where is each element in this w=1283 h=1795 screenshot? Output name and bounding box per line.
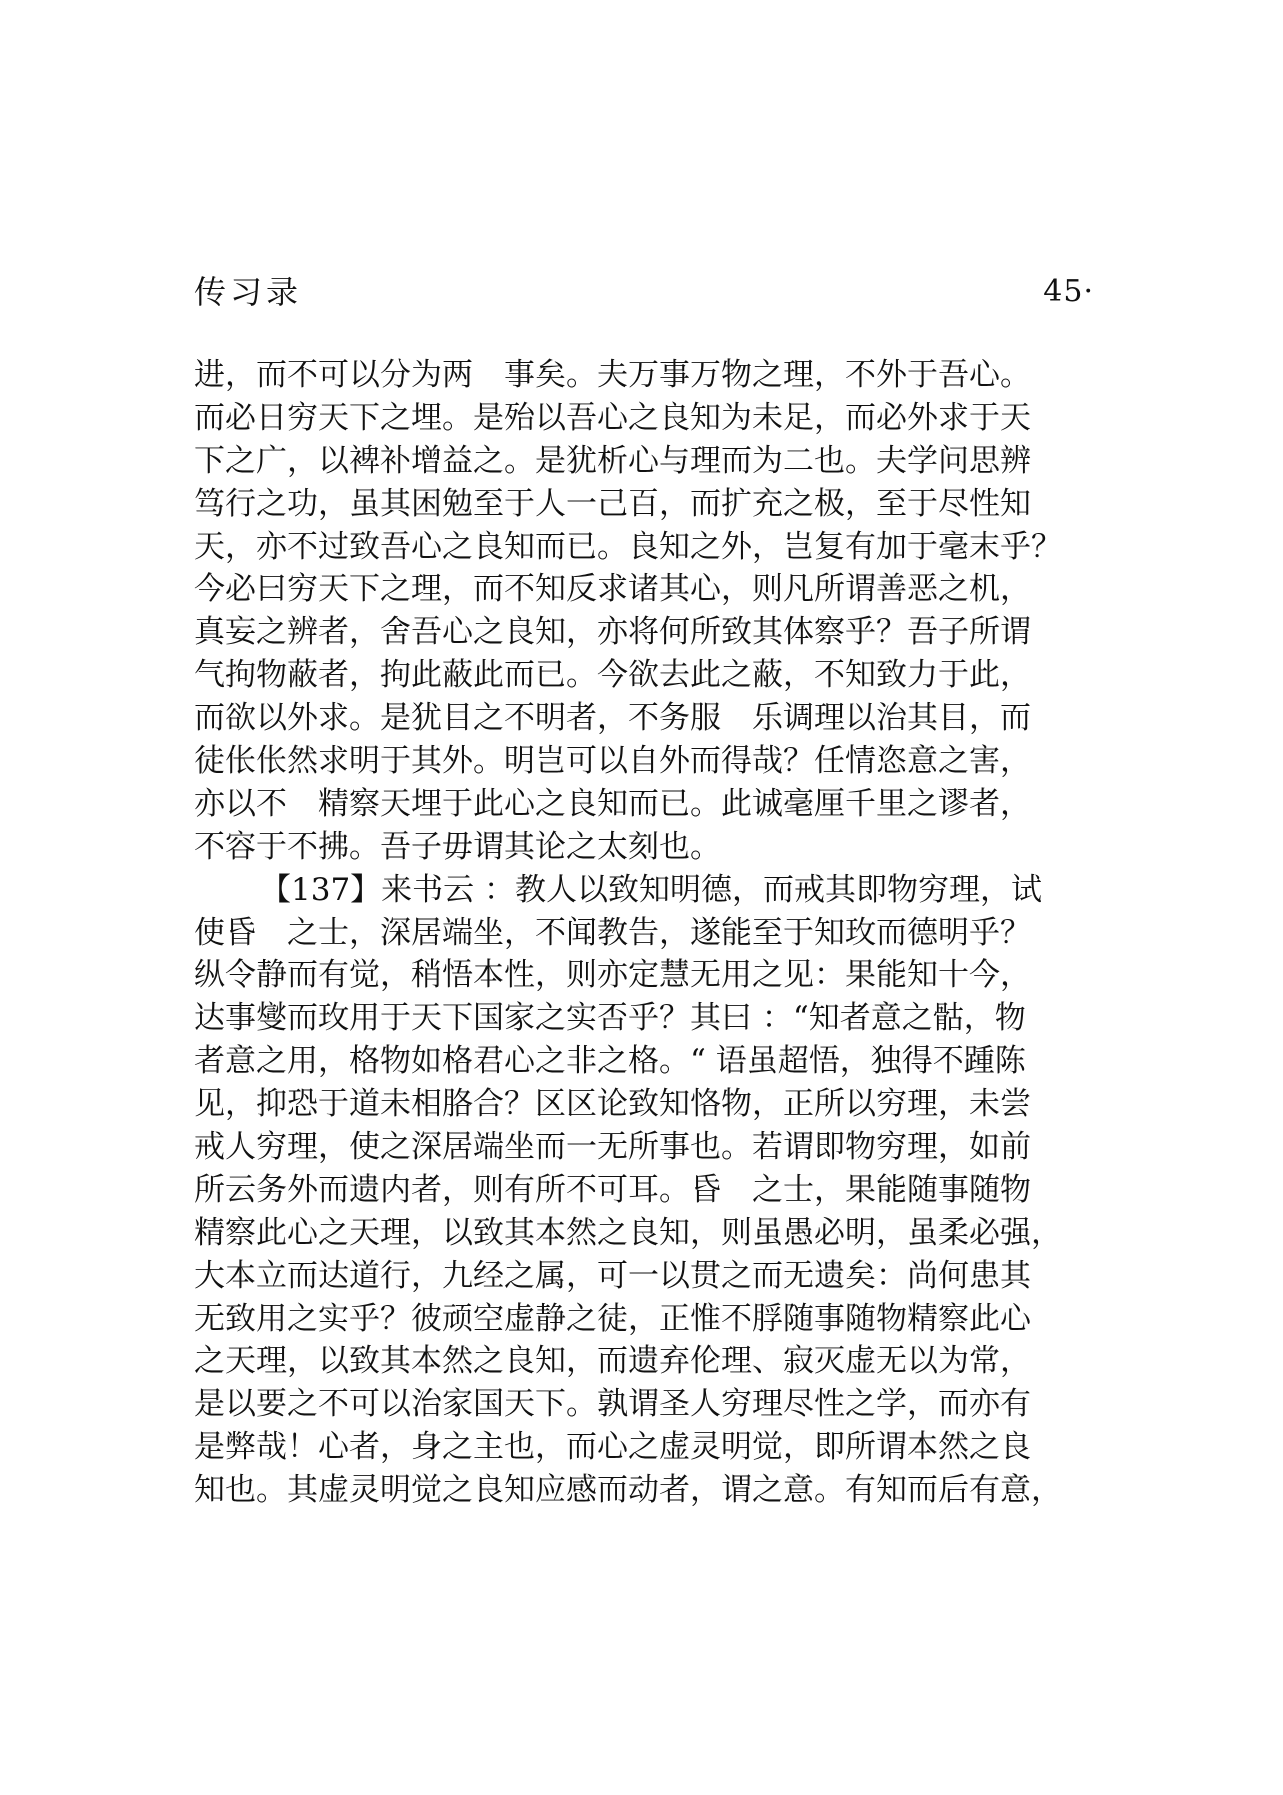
text-line: 不容于不拂。吾子毋谓其论之太刻也。 bbox=[194, 828, 721, 865]
text-line: 而必日穷天下之埋。是殆以吾心之良知为未足，而必外求于天 bbox=[194, 399, 1031, 436]
text-line: 精察此心之天理，以致其本然之良知，则虽愚必明，虽柔必强， bbox=[194, 1214, 1062, 1251]
body-text bbox=[194, 354, 1114, 1512]
text-line: 知也。其虚灵明觉之良知应感而动者，谓之意。有知而后有意， bbox=[194, 1472, 1062, 1509]
text-line: 使昏 之士，深居端坐，不闻教告，遂能至于知玫而德明乎？ bbox=[194, 914, 1031, 951]
page-header bbox=[194, 268, 1094, 316]
text-line: 徒伥伥然求明于其外。明岂可以自外而得哉？任情恣意之害， bbox=[194, 743, 1031, 780]
text-line: 下之广，以裨补增益之。是犹析心与理而为二也。夫学问思辨 bbox=[194, 442, 1031, 479]
text-line: 是弊哉！心者，身之主也，而心之虚灵明觉，即所谓本然之良 bbox=[194, 1429, 1031, 1466]
text-line: 纵令静而有觉，稍悟本性，则亦定慧无用之见：果能知十今， bbox=[194, 957, 1031, 994]
text-line: 今必曰穷天下之理，而不知反求诸其心，则凡所谓善恶之机， bbox=[194, 571, 1031, 608]
text-line: 达事燮而玫用于天下国家之实否乎？其曰 ：“知者意之骷，物 bbox=[194, 1000, 1026, 1037]
text-line: 是以要之不可以治家国天下。孰谓圣人穷理尽性之学，而亦有 bbox=[194, 1386, 1031, 1423]
text-line: 气拘物蔽者，拘此蔽此而已。今欲去此之蔽，不知致力于此， bbox=[194, 657, 1031, 694]
text-line: 者意之用，格物如格君心之非之格。“ 语虽超悟，独得不踵陈 bbox=[194, 1043, 1026, 1080]
text-line: 进，而不可以分为两 事矣。夫万事万物之理，不外于吾心。 bbox=[194, 357, 1031, 393]
text-line: 而欲以外求。是犹目之不明者，不务服 乐调理以治其目，而 bbox=[194, 700, 1031, 737]
text-line: 大本立而达道行，九经之属，可一以贯之而无遗矣：尚何患其 bbox=[194, 1257, 1031, 1294]
running-title: 传习录 bbox=[194, 273, 303, 311]
text-line: 无致用之实乎？彼顽空虚静之徒，正惟不脬随事随物精察此心 bbox=[194, 1300, 1031, 1337]
text-line: 戒人穷理，使之深居端坐而一无所事也。若谓即物穷理，如前 bbox=[194, 1129, 1031, 1166]
page-number: 45· bbox=[1043, 274, 1094, 309]
text-line: 见，抑恐于道未相胳合？区区论致知恪物，正所以穷理，未尝 bbox=[194, 1086, 1031, 1123]
text-line: 天，亦不过致吾心之良知而已。良知之外，岂复有加于毫末乎？ bbox=[194, 528, 1062, 565]
text-line: 所云务外而遗内者，则有所不可耳。昏 之士，果能随事随物 bbox=[194, 1171, 1031, 1208]
text-line: 亦以不 精察天埋于此心之良知而已。此诚毫厘千里之谬者， bbox=[194, 785, 1031, 822]
text-line: 笃行之功，虽其困勉至于人一己百，而扩充之极，至于尽性知 bbox=[194, 485, 1031, 522]
text-line: 之天理，以致其本然之良知，而遗弃伦理、寂灭虚无以为常， bbox=[194, 1343, 1031, 1380]
text-line: 真妄之辨者，舍吾心之良知，亦将何所致其体察乎？吾子所谓 bbox=[194, 614, 1031, 651]
paragraph-start-line: 【137】来书云 ：教人以致知明德，而戒其即物穷理，试 bbox=[260, 871, 1043, 908]
